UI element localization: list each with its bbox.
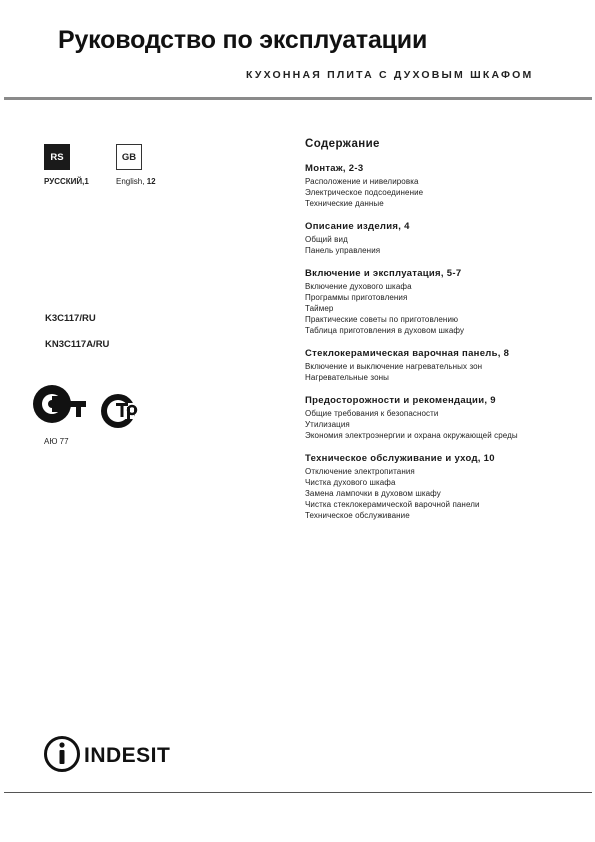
page-subtitle: КУХОННАЯ ПЛИТА С ДУХОВЫМ ШКАФОМ <box>246 69 534 81</box>
toc-item: Экономия электроэнергии и охрана окружающей среды <box>305 431 518 440</box>
language-name: English, <box>116 177 145 186</box>
toc-item: Программы приготовления <box>305 293 408 302</box>
pct-mark-icon <box>33 385 86 423</box>
table-of-contents <box>305 138 575 533</box>
toc-item: Электрическое подсоединение <box>305 188 424 197</box>
page-title: Руководство по эксплуатации <box>58 26 428 54</box>
toc-item: Панель управления <box>305 246 381 255</box>
language-page-number: 12 <box>146 177 156 186</box>
model-number: KN3C117A/RU <box>45 339 110 350</box>
ctp-mark-icon <box>101 394 136 428</box>
toc-item: Таблица приготовления в духовом шкафу <box>305 326 465 335</box>
certification-code: АЮ 77 <box>44 437 69 446</box>
toc-item: Технические данные <box>305 199 384 208</box>
toc-item: Нагревательные зоны <box>305 373 390 382</box>
toc-item: Таймер <box>305 304 334 313</box>
language-label-rs <box>44 177 89 186</box>
bottom-divider <box>4 792 592 793</box>
toc-title: Содержание <box>305 138 380 150</box>
toc-section-heading: Включение и эксплуатация, 5-7 <box>305 268 462 279</box>
toc-section <box>305 221 575 256</box>
language-code-rs: RS <box>44 144 70 170</box>
toc-section-heading: Описание изделия, 4 <box>305 221 410 232</box>
toc-item: Утилизация <box>305 420 350 429</box>
toc-section <box>305 395 575 441</box>
toc-item: Чистка стеклокерамической варочной панели <box>305 500 480 509</box>
language-code-gb: GB <box>116 144 142 170</box>
toc-section-heading: Монтаж, 2-3 <box>305 163 364 174</box>
language-name: РУССКИЙ, <box>44 177 85 186</box>
toc-item: Отключение электропитания <box>305 467 415 476</box>
toc-section-heading: Техническое обслуживание и уход, 10 <box>305 453 495 464</box>
toc-item: Техническое обслуживание <box>305 511 410 520</box>
toc-item: Включение духового шкафа <box>305 282 412 291</box>
toc-section <box>305 163 575 209</box>
toc-item: Общий вид <box>305 235 348 244</box>
toc-item: Практические советы по приготовлению <box>305 315 459 324</box>
certification-marks <box>32 383 142 435</box>
toc-item: Включение и выключение нагревательных зон <box>305 362 483 371</box>
brand-wordmark: INDESIT <box>84 744 171 767</box>
toc-section <box>305 453 575 521</box>
language-label-gb <box>116 177 156 186</box>
toc-section <box>305 268 575 336</box>
toc-section <box>305 348 575 383</box>
toc-item: Общие требования к безопасности <box>305 409 439 418</box>
toc-sections <box>305 163 575 521</box>
toc-section-heading: Стеклокерамическая варочная панель, 8 <box>305 348 510 359</box>
language-page-number: 1 <box>84 177 89 186</box>
indesit-info-icon <box>46 738 79 771</box>
model-number: K3C117/RU <box>45 313 96 324</box>
indesit-logo <box>44 734 189 774</box>
toc-item: Расположение и нивелировка <box>305 177 419 186</box>
top-divider <box>4 97 592 100</box>
toc-section-heading: Предосторожности и рекомендации, 9 <box>305 395 496 406</box>
toc-item: Чистка духового шкафа <box>305 478 396 487</box>
toc-item: Замена лампочки в духовом шкафу <box>305 489 441 498</box>
